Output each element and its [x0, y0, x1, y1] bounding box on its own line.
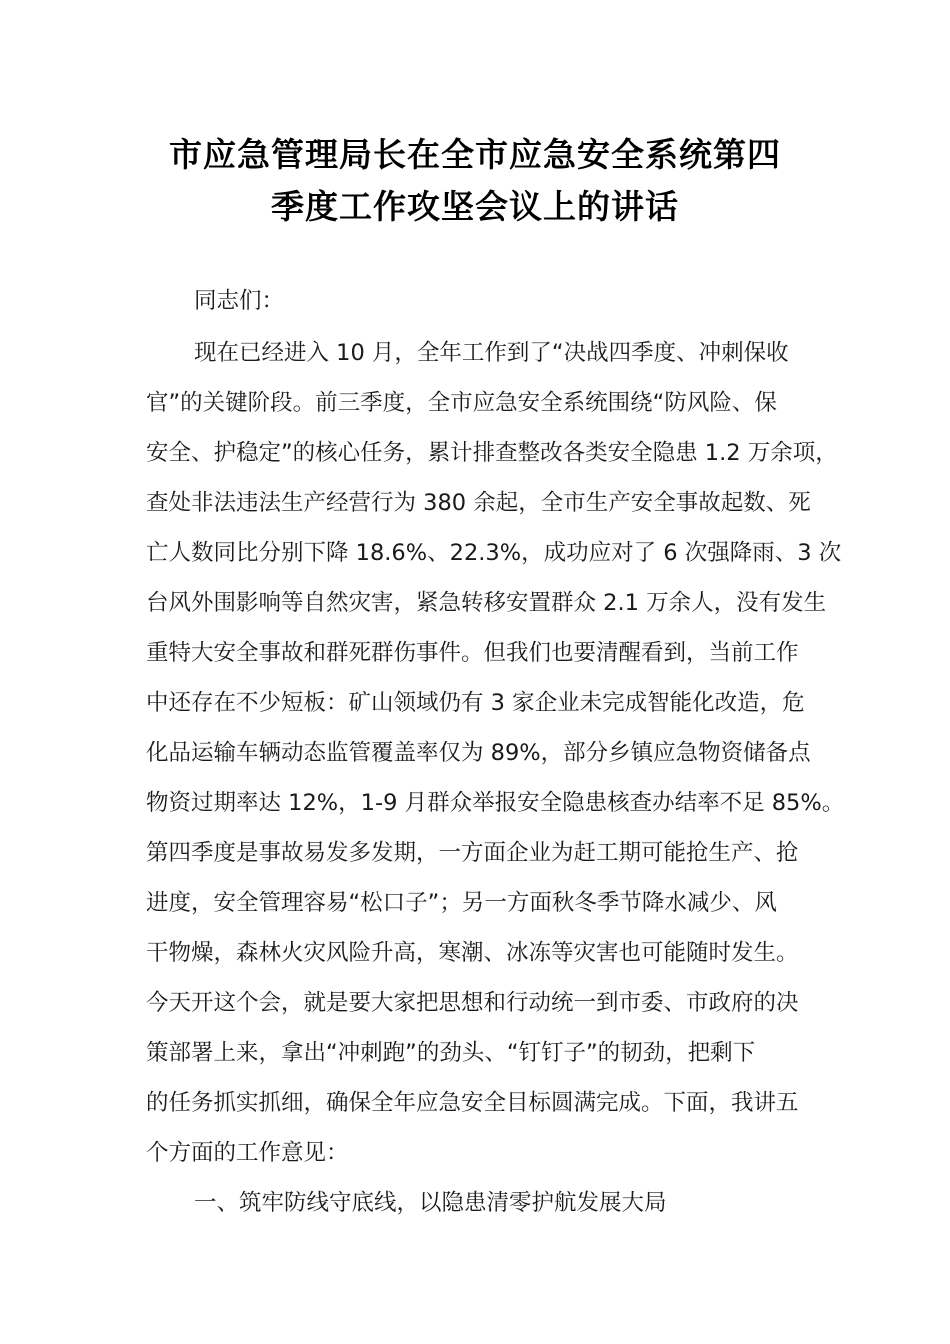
- paragraph-line: 亡人数同比分别下降 18.6%、22.3%，成功应对了 6 次强降雨、3 次: [146, 540, 842, 566]
- paragraph-line: 的任务抓实抓细，确保全年应急安全目标圆满完成。下面，我讲五: [146, 1090, 799, 1116]
- paragraph-line: 中还存在不少短板：矿山领域仍有 3 家企业未完成智能化改造，危: [146, 690, 805, 716]
- paragraph-line: 安全、护稳定”的核心任务，累计排查整改各类安全隐患 1.2 万余项，: [146, 440, 838, 466]
- paragraph-line: 重特大安全事故和群死群伤事件。但我们也要清醒看到，当前工作: [146, 640, 799, 666]
- paragraph-line: 查处非法违法生产经营行为 380 余起，全市生产安全事故起数、死: [146, 490, 811, 516]
- paragraph-line: 第四季度是事故易发多发期，一方面企业为赶工期可能抢生产、抢: [146, 840, 799, 866]
- paragraph-line: 个方面的工作意见：: [146, 1140, 349, 1166]
- paragraph-line: 策部署上来，拿出“冲刺跑”的劲头、“钉钉子”的韧劲，把剩下: [146, 1040, 756, 1066]
- paragraph-line: 台风外围影响等自然灾害，紧急转移安置群众 2.1 万余人，没有发生: [146, 590, 827, 616]
- paragraph-line: 干物燥，森林火灾风险升高，寒潮、冰冻等灾害也可能随时发生。: [146, 940, 799, 966]
- paragraph-line: 今天开这个会，就是要大家把思想和行动统一到市委、市政府的决: [146, 990, 799, 1016]
- paragraph-line: 现在已经进入 10 月，全年工作到了“决战四季度、冲刺保收: [194, 340, 789, 366]
- document-title-line-1: 市应急管理局长在全市应急安全系统第四: [169, 135, 781, 174]
- paragraph-line: 进度，安全管理容易“松口子”；另一方面秋冬季节降水减少、风: [146, 890, 777, 916]
- paragraph-line: 官”的关键阶段。前三季度，全市应急安全系统围绕“防风险、保: [146, 390, 777, 416]
- paragraph-line: 化品运输车辆动态监管覆盖率仅为 89%，部分乡镇应急物资储备点: [146, 740, 811, 766]
- paragraph-line: 物资过期率达 12%，1-9 月群众举报安全隐患核查办结率不足 85%。: [146, 790, 845, 816]
- section-heading: 一、筑牢防线守底线，以隐患清零护航发展大局: [194, 1190, 667, 1216]
- salutation: 同志们：: [194, 288, 285, 314]
- document-title-line-2: 季度工作攻坚会议上的讲话: [271, 187, 679, 226]
